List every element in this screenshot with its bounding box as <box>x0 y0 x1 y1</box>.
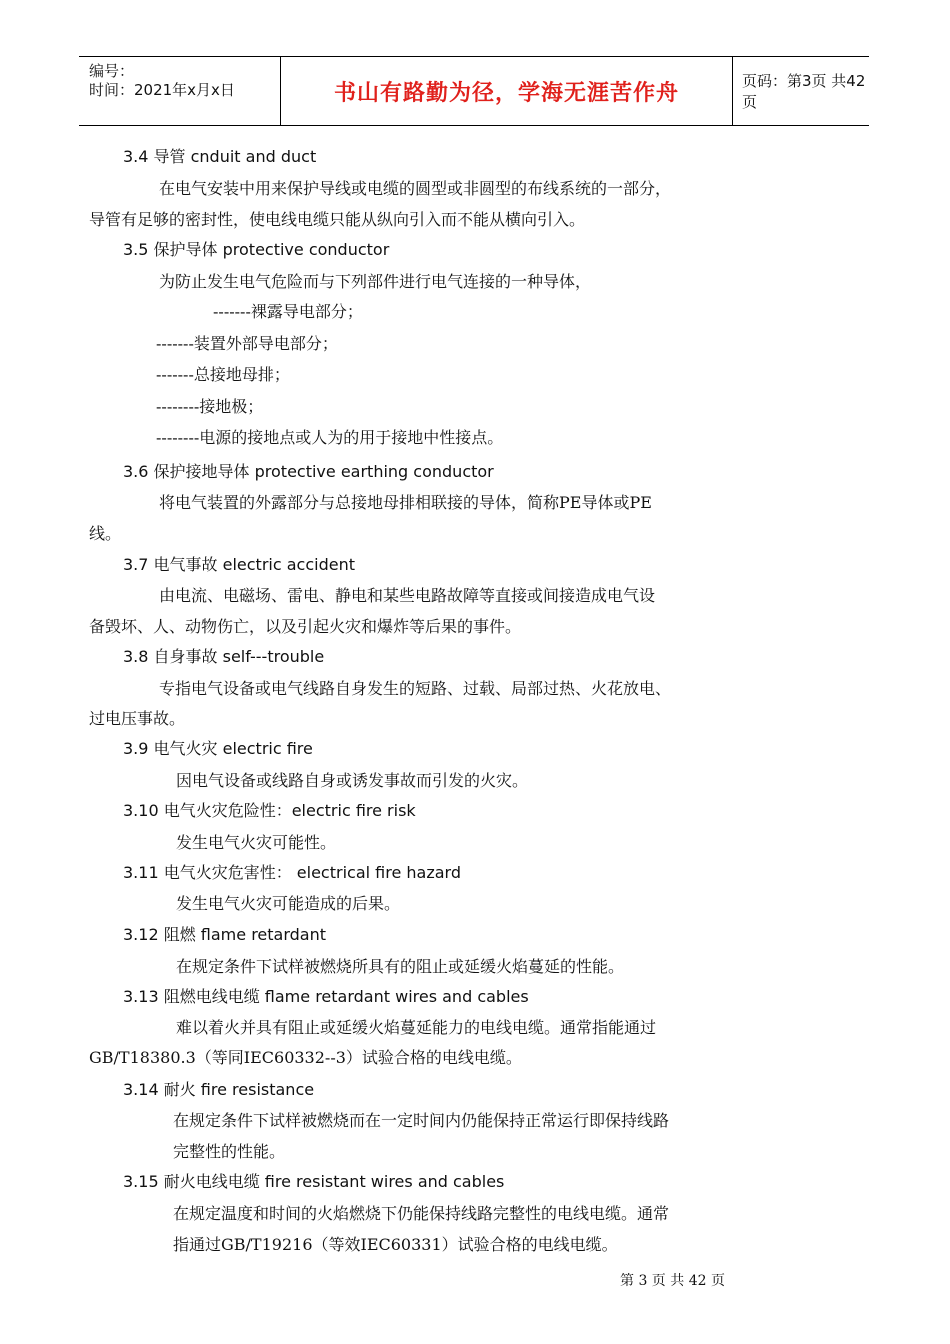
section-heading-3-5: 3.5 保护导体 protective conductor <box>123 240 390 259</box>
header-page-info: 页码：第3页 共42页 <box>742 72 866 111</box>
document-number-label: 编号： <box>89 62 135 80</box>
paragraph-line: 导管有足够的密封性，使电线电缆只能从纵向引入而不能从横向引入。 <box>89 210 586 229</box>
header-right-cell <box>732 57 869 125</box>
list-item: -------总接地母排； <box>156 365 290 384</box>
section-heading-3-15: 3.15 耐火电线电缆 fire resistant wires and cables <box>123 1172 505 1191</box>
section-heading-3-6: 3.6 保护接地导体 protective earthing conductor <box>123 462 494 481</box>
list-item: --------接地极； <box>156 397 264 416</box>
paragraph-line: 完整性的性能。 <box>173 1142 286 1161</box>
paragraph-line: 指通过GB/T19216（等效IEC60331）试验合格的电线电缆。 <box>173 1235 618 1254</box>
paragraph-line: 发生电气火灾可能造成的后果。 <box>176 894 401 913</box>
paragraph-line: 在规定条件下试样被燃烧所具有的阻止或延缓火焰蔓延的性能。 <box>176 957 625 976</box>
section-heading-3-11: 3.11 电气火灾危害性： electrical fire hazard <box>123 863 461 882</box>
paragraph-line: 将电气装置的外露部分与总接地母排相联接的导体，简称PE导体或PE <box>159 493 652 512</box>
list-item: --------电源的接地点或人为的用于接地中性接点。 <box>156 428 504 447</box>
section-heading-3-4: 3.4 导管 cnduit and duct <box>123 147 317 166</box>
paragraph-line: 备毁坏、人、动物伤亡，以及引起火灾和爆炸等后果的事件。 <box>89 617 522 636</box>
section-heading-3-12: 3.12 阻燃 flame retardant <box>123 925 327 944</box>
section-heading-3-13: 3.13 阻燃电线电缆 flame retardant wires and cables <box>123 987 529 1006</box>
header-center-cell <box>280 57 733 125</box>
paragraph-line: 难以着火并具有阻止或延缓火焰蔓延能力的电线电缆。通常指能通过 <box>176 1018 657 1037</box>
section-heading-3-8: 3.8 自身事故 self---trouble <box>123 647 325 666</box>
paragraph-line: 为防止发生电气危险而与下列部件进行电气连接的一种导体， <box>159 272 592 291</box>
paragraph-line: 在电气安装中用来保护导线或电缆的圆型或非圆型的布线系统的一部分， <box>159 179 672 198</box>
header-table <box>79 56 869 126</box>
paragraph-line: 由电流、电磁场、雷电、静电和某些电路故障等直接或间接造成电气设 <box>159 586 656 605</box>
section-heading-3-9: 3.9 电气火灾 electric fire <box>123 739 313 758</box>
list-item: -------裸露导电部分； <box>213 302 363 321</box>
paragraph-line: 在规定温度和时间的火焰燃烧下仍能保持线路完整性的电线电缆。通常 <box>173 1204 670 1223</box>
paragraph-line: 专指电气设备或电气线路自身发生的短路、过载、局部过热、火花放电、 <box>159 679 672 698</box>
document-time-label: 时间：2021年x月x日 <box>89 81 235 99</box>
paragraph-line: 过电压事故。 <box>89 709 186 728</box>
paragraph-line: 因电气设备或线路自身或诱发事故而引发的火灾。 <box>176 771 529 790</box>
list-item: -------装置外部导电部分； <box>156 334 338 353</box>
paragraph-line: 发生电气火灾可能性。 <box>176 833 337 852</box>
section-heading-3-7: 3.7 电气事故 electric accident <box>123 555 355 574</box>
paragraph-line: 在规定条件下试样被燃烧而在一定时间内仍能保持正常运行即保持线路 <box>173 1111 670 1130</box>
page-footer: 第 3 页 共 42 页 <box>620 1273 725 1289</box>
header-motto: 书山有路勤为径，学海无涯苦作舟 <box>333 79 679 106</box>
section-heading-3-10: 3.10 电气火灾危险性：electric fire risk <box>123 801 416 820</box>
header-left-cell <box>79 57 280 125</box>
section-heading-3-14: 3.14 耐火 fire resistance <box>123 1080 315 1099</box>
paragraph-line: GB/T18380.3（等同IEC60332--3）试验合格的电线电缆。 <box>89 1048 522 1067</box>
paragraph-line: 线。 <box>89 524 122 543</box>
